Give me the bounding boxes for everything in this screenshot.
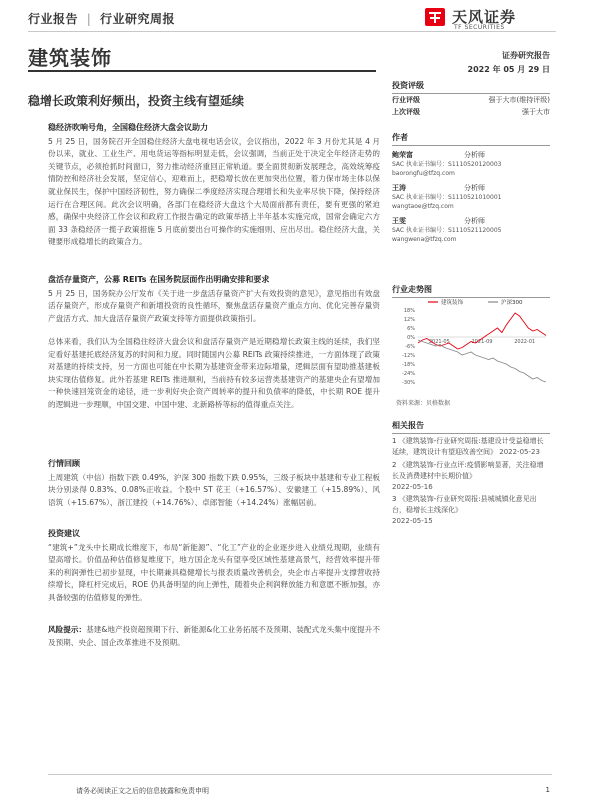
industry-title: 建筑装饰 xyxy=(28,46,112,70)
category-tab: 行业报告 xyxy=(28,12,79,26)
related-number: 1 xyxy=(392,437,397,445)
category-separator: | xyxy=(86,12,92,26)
report-date: 2022 年 05 月 29 日 xyxy=(467,65,550,74)
section-risk xyxy=(48,624,380,649)
section-heading: 稳经济吹响号角，全国稳住经济大盘会议助力 xyxy=(48,123,208,132)
logo-icon xyxy=(424,6,446,28)
section-paragraph: 总体来看，我们认为全国稳住经济大盘会议和盘活存量资产是近期稳增长政策主线的延续，我们坚定看好基建托底经济复苏的时间和力度。同时随国内公募 REITs 政策持续推进，一方面体现了政策对基建的持续支持，另一方面也可能在中长期为基建资金带来边际增量，逻辑层面有望助推基建板块实现估值修复。此外若基建 REITs 推进顺利，当前持有较多运营类基建资产的基建央企有望增加一种快速回笼资金的途径，进一步利好央企资产周转率的提升和负债率的降低，中长期 ROE 提升的逻辑进一步理顺，中国交建、中国中建、北新路桥等标的值得重点关注。 xyxy=(48,337,380,409)
author-role: 分析师 xyxy=(464,151,485,159)
section-investment-advice xyxy=(48,528,380,605)
section-summary xyxy=(48,336,380,412)
rating-label: 行业评级 xyxy=(392,96,420,104)
related-text: 《建筑装饰-行业研究周报:县城城镇化意见出台，稳增长主线深化》 xyxy=(392,495,537,514)
author-name: 鲍荣富 xyxy=(392,151,413,159)
title-underline xyxy=(28,70,376,72)
author-cert: SAC 执业证书编号：S1110521010001 xyxy=(392,194,502,201)
series-line-1 xyxy=(418,340,546,382)
report-type: 证券研究报告 xyxy=(502,51,550,60)
related-date: 2022-05-16 xyxy=(392,483,433,491)
section-paragraph: “建筑+”龙头中长期成长维度下，布局“新能源”、“化工”产业的企业逐步进入业绩兑现期，业绩有望高增长。价值品种估值修复维度下，地方国企龙头有望享受区域性基建高景气，经营效率提升带来的利润弹性已初步显现，中长期兼具稳健增长与报表质量改善机会，央企市占率提升支撑营收持续增长，降杠杆完成后，ROE 仍具备明显的向上弹性，随着央企利润释放能力和意愿不断加强，亦具备较强的估值修复的弹性。 xyxy=(48,542,380,602)
section-economy xyxy=(48,122,380,249)
related-report-item[interactable] xyxy=(392,460,550,492)
y-tick-label: -24% xyxy=(402,371,415,377)
related-date: 2022-05-15 xyxy=(392,517,433,525)
section-paragraph: 上周建筑（中信）指数下跌 0.49%，沪深 300 指数下跌 0.95%，三级子板块中基建和专业工程板块分别录得 0.83%、0.08%正收益。个股中 ST 花王（+16.57%）、安徽建工（+15.89%）、风语筑（+15.67%）、浙江建投（+14.76%）、卓郎智能（+14.24%）涨幅居前。 xyxy=(48,472,380,507)
authors-panel xyxy=(392,132,550,244)
author-item xyxy=(392,216,550,244)
y-tick-label: -12% xyxy=(402,353,415,359)
category-subtab: 行业研究周报 xyxy=(99,12,175,26)
rating-panel xyxy=(392,80,550,118)
section-heading: 投资建议 xyxy=(48,529,80,538)
y-tick-label: 12% xyxy=(403,317,415,323)
logo-english-text: TF SECURITIES xyxy=(454,24,505,31)
author-cert: SAC 执业证书编号：S1110520120003 xyxy=(392,161,502,168)
related-number: 2 xyxy=(392,461,397,469)
author-email[interactable]: baorongfu@tfzq.com xyxy=(392,170,455,177)
related-report-item[interactable] xyxy=(392,436,550,458)
author-cert: SAC 执业证书编号：S1110521120005 xyxy=(392,227,502,234)
rating-value: 强于大市(维持评级) xyxy=(488,96,550,104)
section-reits xyxy=(48,274,380,325)
related-number: 3 xyxy=(392,495,397,503)
related-reports xyxy=(392,420,550,526)
chart-source: 资料来源：贝格数据 xyxy=(396,400,451,407)
trend-chart-svg xyxy=(392,296,550,396)
page-number: 1 xyxy=(545,786,550,794)
section-market-review xyxy=(48,458,380,509)
author-role: 分析师 xyxy=(464,184,485,192)
author-email[interactable]: wangwena@tfzq.com xyxy=(392,236,457,243)
legend-label: 沪深300 xyxy=(501,300,523,306)
section-paragraph: 5 月 25 日，国务院办公厅发布《关于进一步盘活存量资产扩大有效投资的意见》，意见指出有效盘活存量资产，形成存量资产和新增投资的良性循环，聚焦盘活存量资产重点方向、优化完善存量资产盘活方式、加大盘活存量资产政策支持等方面提供政策指引。 xyxy=(48,288,380,323)
y-tick-label: 0% xyxy=(407,335,415,341)
legend-label: 建筑装饰 xyxy=(441,300,464,306)
y-tick-label: 6% xyxy=(407,326,415,332)
section-heading: 行情回顾 xyxy=(48,459,80,468)
related-text: 《建筑装饰-行业点评:疫情影响显著，关注稳增长及消费建材中长期价值》 xyxy=(392,461,544,480)
author-item xyxy=(392,150,550,178)
x-tick-label: 2021-09 xyxy=(471,339,493,345)
previous-rating-label: 上次评级 xyxy=(392,108,420,116)
author-name: 王涛 xyxy=(392,184,406,192)
industry-trend-chart xyxy=(392,296,550,406)
report-subtitle: 稳增长政策利好频出，投资主线有望延续 xyxy=(28,94,245,108)
x-tick-label: 2022-01 xyxy=(514,339,536,345)
y-tick-label: -6% xyxy=(405,344,415,350)
y-tick-label: -18% xyxy=(402,362,415,368)
section-paragraph: 基建&地产投资超预期下行、新能源&化工业务拓展不及预期、装配式龙头集中度提升不及预期、央企、国企改革推进不及预期。 xyxy=(48,625,381,647)
trend-title: 行业走势图 xyxy=(392,285,432,294)
section-paragraph: 5 月 25 日，国务院召开全国稳住经济大盘电视电话会议，会议指出，2022 年 3 月份尤其是 4 月份以来，就业、工业生产、用电货运等指标明显走低，会议强调，当前正处于决定全年经济走势的关键节点，必须抢抓时间窗口，努力推动经济重回正常轨道。要全面贯彻新发展理念，高效统筹疫情防控和经济社会发展，坚定信心，迎难而上，把稳增长放在更加突出位置，着力保市场主体以保就业保民生，保护中国经济韧性，努力确保二季度经济实现合理增长和失业率尽快下降，保持经济运行在合理区间。此次会议明确，各部门在稳经济大盘这个大局面前都有责任，要有更强的紧迫感，确保中央经济工作会议和政府工作报告确定的政策举措上半年基本实施完成，国常会确定六方面 33 条稳经济一揽子政策措施 5 月底前要出台可操作的实施细则、应出尽出。稳住经济大盘，关键要形成稳增长的政策合力。 xyxy=(48,136,380,247)
footer-divider xyxy=(48,774,552,775)
related-report-item[interactable] xyxy=(392,494,550,526)
logo-chinese-text: 天风证券 xyxy=(452,8,517,26)
authors-divider xyxy=(392,145,550,146)
y-tick-label: 18% xyxy=(403,308,415,314)
rating-row xyxy=(392,94,550,106)
x-tick-label: 2021-05 xyxy=(428,339,450,345)
related-divider xyxy=(392,433,550,434)
header-divider xyxy=(28,31,556,32)
author-item xyxy=(392,183,550,211)
footer-disclaimer: 请务必阅读正文之后的信息披露和免责申明 xyxy=(76,787,209,795)
related-date: 2022-05-23 xyxy=(499,448,540,456)
authors-title: 作者 xyxy=(392,133,408,142)
section-heading: 盘活存量资产，公募 REITs 在国务院层面作出明确安排和要求 xyxy=(48,275,270,284)
author-role: 分析师 xyxy=(464,217,485,225)
report-category xyxy=(28,10,175,27)
y-tick-label: -30% xyxy=(402,380,415,386)
related-text: 《建筑装饰-行业研究周报:基建设计受益稳增长延续，建筑设计有望迎改善空间》 xyxy=(392,437,544,456)
author-email[interactable]: wangtaoe@tfzq.com xyxy=(392,203,454,210)
previous-rating-value: 强于大市 xyxy=(522,108,550,116)
section-heading: 风险提示： xyxy=(48,625,87,634)
previous-rating-row xyxy=(392,106,550,118)
author-name: 王雯 xyxy=(392,217,406,225)
rating-title: 投资评级 xyxy=(392,81,424,90)
related-title: 相关报告 xyxy=(392,421,424,430)
